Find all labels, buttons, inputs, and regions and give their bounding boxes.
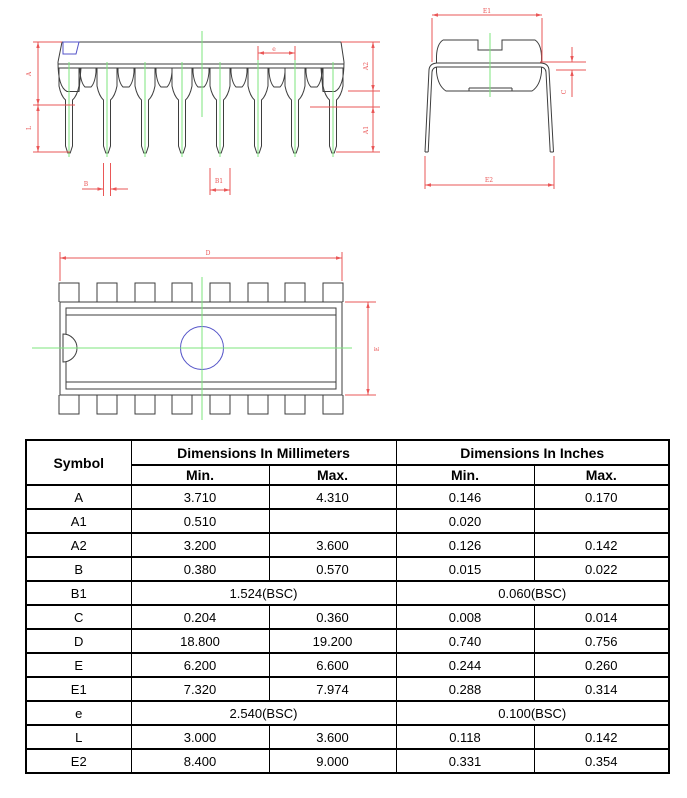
cell-in-max: 0.142	[534, 725, 669, 749]
dim-label-A1: A1	[363, 125, 370, 135]
dim-label-B1: B1	[214, 178, 224, 185]
dim-lines-E1	[432, 15, 542, 62]
dim-lines-A2-A1	[310, 42, 380, 152]
cell-in-max	[534, 509, 669, 533]
side-view-pins	[59, 68, 343, 153]
cell-mm-min: 6.200	[131, 653, 269, 677]
table-row	[26, 509, 669, 533]
cell-mm-min: 3.000	[131, 725, 269, 749]
cell-in-min: 0.020	[396, 509, 534, 533]
pin1-marker	[63, 42, 79, 54]
cell-symbol: A1	[26, 509, 131, 533]
header-in-min: Min.	[396, 465, 534, 485]
cell-symbol: E1	[26, 677, 131, 701]
dim-lines-B	[82, 163, 128, 196]
cell-in-min: 0.015	[396, 557, 534, 581]
cell-mm-min: 0.380	[131, 557, 269, 581]
cell-in-min: 0.244	[396, 653, 534, 677]
cell-in-min: 0.146	[396, 485, 534, 509]
dim-label-E2: E2	[484, 177, 494, 184]
end-view	[425, 8, 586, 189]
cell-mm-max: 7.974	[269, 677, 396, 701]
cell-mm-min: 3.200	[131, 533, 269, 557]
cell-in-max: 0.022	[534, 557, 669, 581]
cell-symbol: C	[26, 605, 131, 629]
header-mm-min: Min.	[131, 465, 269, 485]
end-view-body-upper	[437, 40, 542, 63]
cell-mm-max: 0.570	[269, 557, 396, 581]
cell-symbol: B	[26, 557, 131, 581]
dim-label-D: D	[205, 250, 211, 257]
cell-in-max: 0.314	[534, 677, 669, 701]
cell-in-min: 0.288	[396, 677, 534, 701]
cell-in-min: 0.331	[396, 749, 534, 773]
cell-symbol: e	[26, 701, 131, 725]
top-view-bottom-pins	[59, 395, 343, 414]
cell-in-min: 0.008	[396, 605, 534, 629]
header-in-max: Max.	[534, 465, 669, 485]
cell-in-max: 0.142	[534, 533, 669, 557]
header-symbol: Symbol	[26, 440, 131, 485]
cell-mm-min: 0.204	[131, 605, 269, 629]
table-row	[26, 725, 669, 749]
dim-lines-E2	[425, 156, 554, 189]
table-row	[26, 533, 669, 557]
dim-label-e: e	[272, 46, 276, 53]
cell-in-min: 0.126	[396, 533, 534, 557]
header-inches: Dimensions In Inches	[396, 440, 669, 465]
cell-mm-span: 1.524(BSC)	[131, 581, 396, 605]
header-mm-max: Max.	[269, 465, 396, 485]
dim-label-B: B	[83, 181, 89, 188]
cell-in-max: 0.756	[534, 629, 669, 653]
side-view-far-row-pins	[80, 68, 322, 87]
table-row	[26, 485, 669, 509]
cell-mm-min: 18.800	[131, 629, 269, 653]
table-row	[26, 605, 669, 629]
cell-mm-min: 3.710	[131, 485, 269, 509]
cell-symbol: B1	[26, 581, 131, 605]
table-row	[26, 557, 669, 581]
end-view-body-lower	[437, 67, 542, 91]
table-row-bsc	[26, 581, 669, 605]
side-view-outline	[58, 42, 344, 153]
cell-mm-max: 4.310	[269, 485, 396, 509]
side-view-body	[58, 42, 344, 68]
cell-mm-max: 0.360	[269, 605, 396, 629]
cell-mm-max	[269, 509, 396, 533]
cell-in-max: 0.014	[534, 605, 669, 629]
dim-label-E1: E1	[482, 8, 492, 15]
dim-lines-D	[60, 252, 342, 281]
side-view-centerlines	[69, 31, 333, 157]
cell-in-max: 0.170	[534, 485, 669, 509]
cell-in-max: 0.354	[534, 749, 669, 773]
cell-symbol: A	[26, 485, 131, 509]
cell-symbol: A2	[26, 533, 131, 557]
cell-symbol: L	[26, 725, 131, 749]
dim-label-A2: A2	[363, 61, 370, 71]
top-view-dim-arrows	[60, 256, 370, 395]
dim-label-L: L	[26, 126, 33, 130]
table-row-bsc	[26, 701, 669, 725]
cell-in-min: 0.118	[396, 725, 534, 749]
end-view-seam-lines	[437, 63, 541, 67]
top-view-dimensions	[60, 250, 381, 395]
cell-mm-min: 8.400	[131, 749, 269, 773]
cell-mm-span: 2.540(BSC)	[131, 701, 396, 725]
top-view	[32, 250, 381, 420]
side-view	[26, 31, 380, 196]
cell-in-max: 0.260	[534, 653, 669, 677]
cell-symbol: D	[26, 629, 131, 653]
dim-label-A: A	[26, 71, 33, 77]
table-row	[26, 749, 669, 773]
end-view-leads	[425, 63, 554, 152]
cell-mm-max: 3.600	[269, 533, 396, 557]
side-view-dimensions	[26, 42, 380, 196]
cell-mm-max: 19.200	[269, 629, 396, 653]
cell-symbol: E	[26, 653, 131, 677]
end-view-dimensions	[425, 8, 586, 189]
end-view-outline	[425, 40, 554, 152]
top-view-top-pins	[59, 283, 343, 302]
cell-in-span: 0.100(BSC)	[396, 701, 669, 725]
cell-mm-min: 7.320	[131, 677, 269, 701]
cell-mm-max: 6.600	[269, 653, 396, 677]
table-row	[26, 629, 669, 653]
cell-mm-max: 3.600	[269, 725, 396, 749]
cell-symbol: E2	[26, 749, 131, 773]
cell-mm-max: 9.000	[269, 749, 396, 773]
end-view-dim-arrows	[425, 13, 574, 186]
dim-label-C: C	[561, 89, 568, 95]
cell-in-span: 0.060(BSC)	[396, 581, 669, 605]
table-row	[26, 677, 669, 701]
cell-in-min: 0.740	[396, 629, 534, 653]
dim-label-E: E	[374, 346, 381, 352]
dimensions-table	[25, 439, 670, 774]
table-row	[26, 653, 669, 677]
cell-mm-min: 0.510	[131, 509, 269, 533]
header-millimeters: Dimensions In Millimeters	[131, 440, 396, 465]
